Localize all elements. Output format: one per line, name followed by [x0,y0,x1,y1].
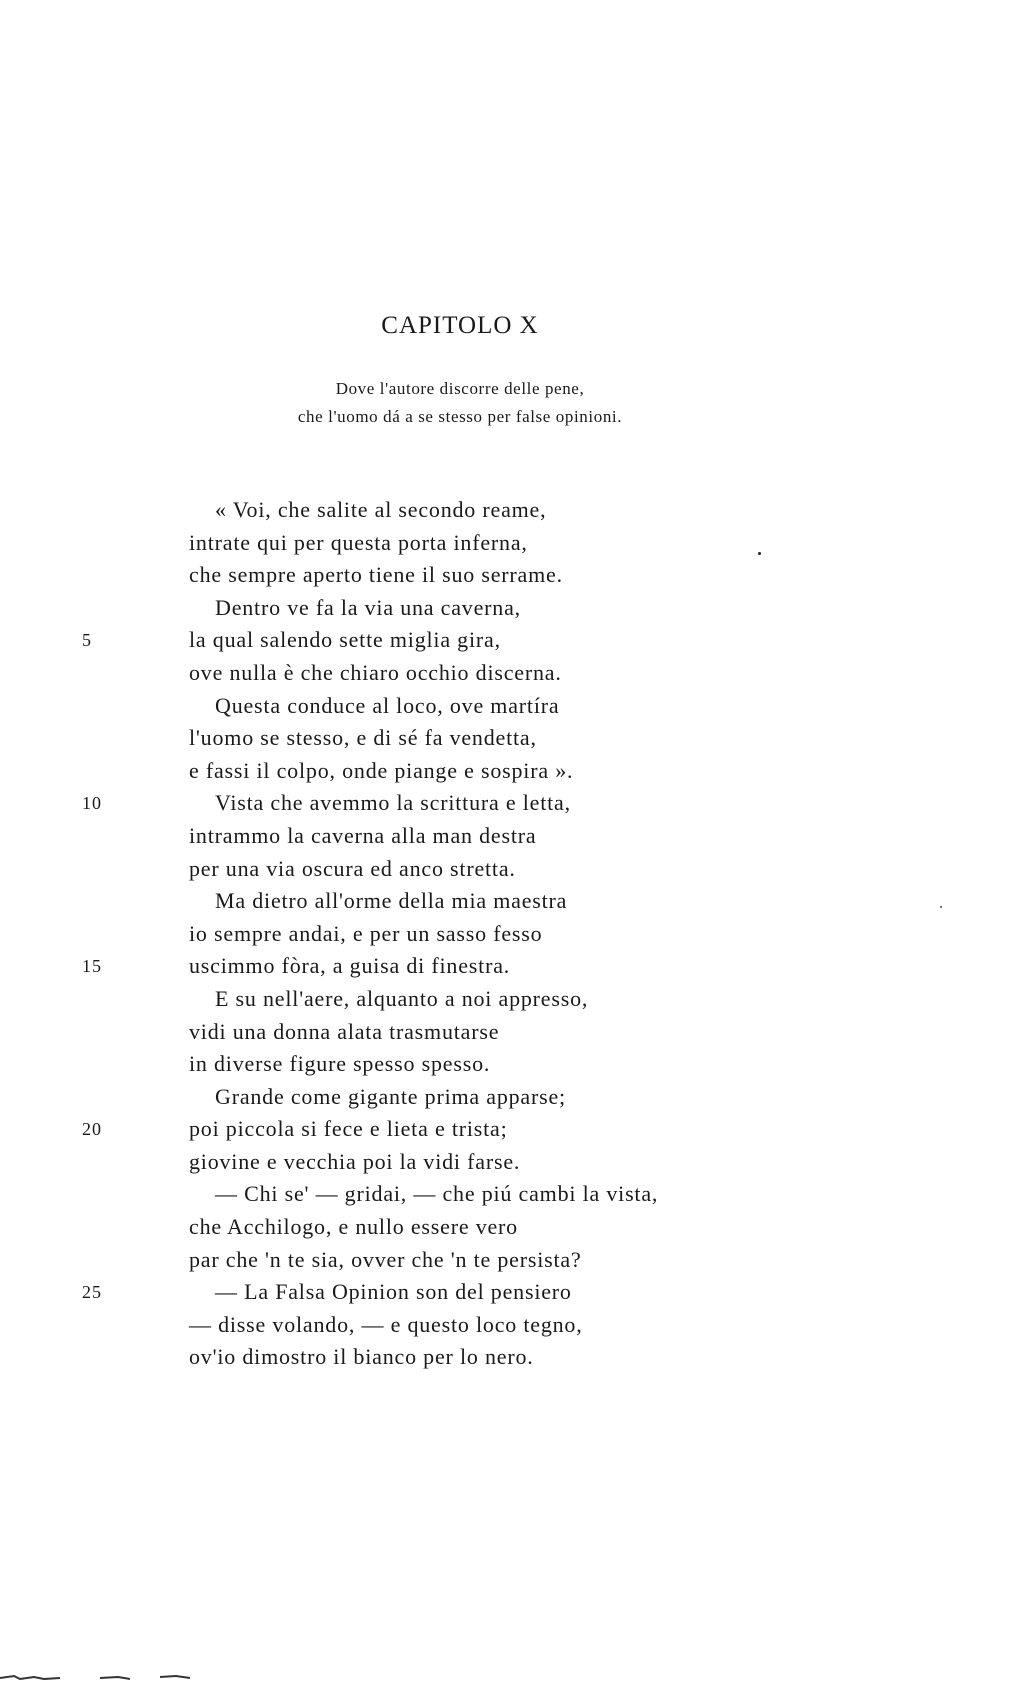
verse-text: giovine e vecchia poi la vidi farse. [189,1148,521,1174]
verse-line [0,1048,1031,1081]
verse-text: in diverse figure spesso spesso. [189,1051,491,1077]
verse-text: Grande come gigante prima apparse; [215,1083,566,1109]
verse-text: — Chi se' — gridai, — che piú cambi la vista, [215,1181,659,1207]
verse-line [0,1211,1031,1244]
verse-text: E su nell'aere, alquanto a noi appresso, [215,985,589,1011]
chapter-title: CAPITOLO X [381,312,539,339]
verse-text: che sempre aperto tiene il suo serrame. [189,562,563,588]
verse-text: Vista che avemmo la scrittura e letta, [215,790,571,816]
verse-text: la qual salendo sette miglia gira, [189,627,501,653]
verse-text: l'uomo se stesso, e di sé fa vendetta, [189,725,537,751]
verse-line [0,527,1031,560]
verse-text: par che 'n te sia, ovver che 'n te persista? [189,1246,582,1272]
line-number: 15 [82,956,102,977]
verse-line [0,624,1031,657]
verse-line [0,1341,1031,1374]
verse-line [0,1113,1031,1146]
verse-line [0,950,1031,983]
verse-line [0,853,1031,886]
verse-line [0,820,1031,853]
line-number: 25 [82,1282,102,1303]
verse-text: che Acchilogo, e nullo essere vero [189,1214,518,1240]
verse-text: « Voi, che salite al secondo reame, [215,497,547,522]
verse-line [0,1309,1031,1342]
verse-text: ov'io dimostro il bianco per lo nero. [189,1344,534,1370]
scan-edge-smudge [0,1672,200,1682]
verse-line [0,1146,1031,1179]
verse-text: intrammo la caverna alla man destra [189,822,537,848]
line-number: 20 [82,1119,102,1140]
verse-text: Questa conduce al loco, ove martíra [215,692,560,718]
verse-line [0,885,1031,918]
verse-line [0,559,1031,592]
verse-line [0,690,1031,723]
verse-text: Ma dietro all'orme della mia maestra [215,888,568,914]
verse-line [0,1178,1031,1211]
verse-line [0,983,1031,1016]
verse-line [0,787,1031,820]
verse-text: poi piccola si fece e lieta e trista; [189,1116,508,1142]
chapter-summary [0,375,920,431]
verse-text: Dentro ve fa la via una caverna, [215,594,521,620]
summary-line: che l'uomo dá a se stesso per false opinioni. [297,407,623,426]
verse-text: e fassi il colpo, onde piange e sospira ». [189,757,574,783]
verse-text: vidi una donna alata trasmutarse [189,1018,500,1044]
verse-line [0,1244,1031,1277]
verse-text: — disse volando, — e questo loco tegno, [189,1311,583,1337]
line-number: 5 [82,630,92,651]
verse-line [0,722,1031,755]
verse-line [0,755,1031,788]
verse-block [0,494,1031,1374]
line-number: 10 [82,793,102,814]
verse-text: per una via oscura ed anco stretta. [189,855,516,881]
verse-line [0,657,1031,690]
verse-text: intrate qui per questa porta inferna, [189,529,528,555]
print-speck [940,906,942,908]
verse-text: io sempre andai, e per un sasso fesso [189,920,543,946]
verse-text: ove nulla è che chiaro occhio discerna. [189,659,562,685]
verse-line [0,494,1031,527]
verse-line [0,1276,1031,1309]
print-speck [758,552,761,555]
verse-line [0,918,1031,951]
verse-line [0,592,1031,625]
verse-text: — La Falsa Opinion son del pensiero [215,1279,572,1305]
summary-line: Dove l'autore discorre delle pene, [335,379,585,398]
verse-text: uscimmo fòra, a guisa di finestra. [189,953,511,979]
verse-line [0,1016,1031,1049]
verse-line [0,1081,1031,1114]
